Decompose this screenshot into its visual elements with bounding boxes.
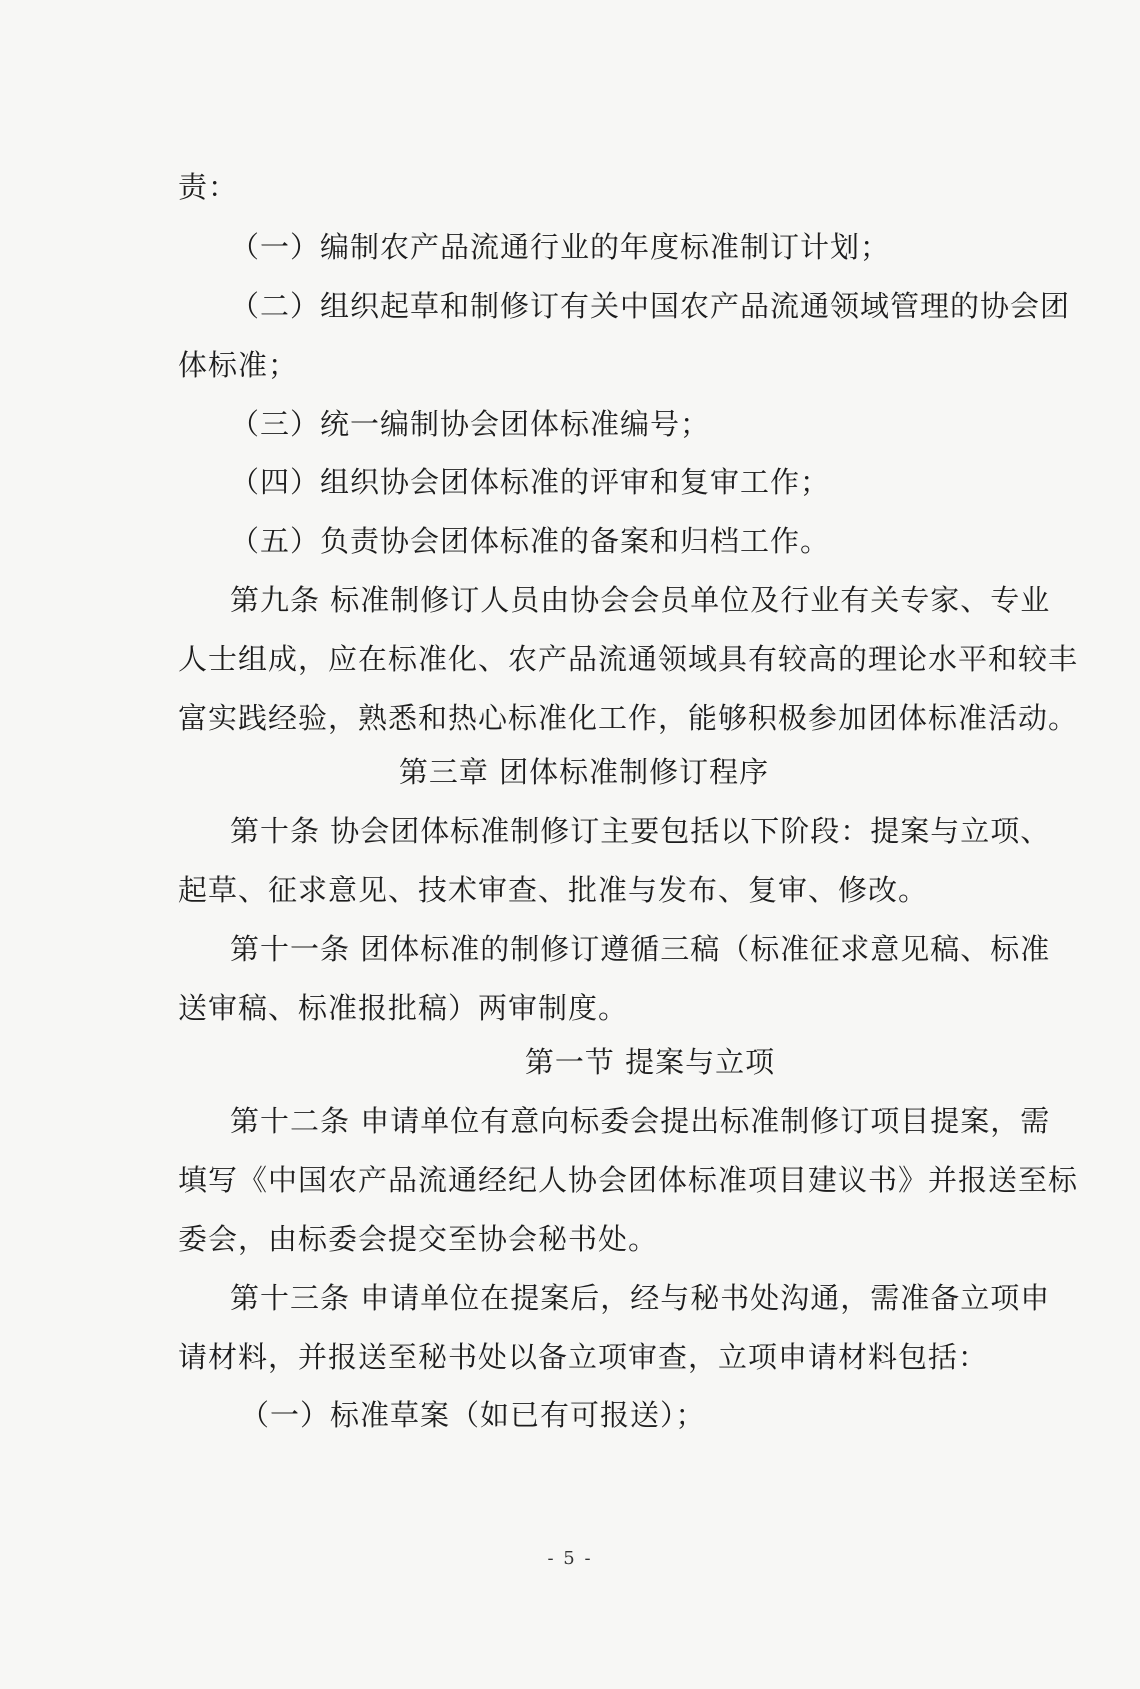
list-item-line: （五）负责协会团体标准的备案和归档工作。 — [230, 524, 831, 558]
list-item-line: （二）组织起草和制修订有关中国农产品流通领域管理的协会团 — [230, 289, 1071, 323]
article-line: 第十一条 团体标准的制修订遵循三稿（标准征求意见稿、标准 — [230, 932, 1051, 966]
list-item-line: （三）统一编制协会团体标准编号； — [230, 407, 711, 441]
article-line: 第十条 协会团体标准制修订主要包括以下阶段：提案与立项、 — [230, 814, 1051, 848]
list-item-line: （一）标准草案（如已有可报送）； — [240, 1398, 706, 1432]
paragraph-line: 填写《中国农产品流通经纪人协会团体标准项目建议书》并报送至标 — [178, 1163, 1079, 1197]
section-heading: 第一节 提案与立项 — [524, 1045, 776, 1079]
paragraph-line: 责： — [178, 170, 239, 204]
article-line: 第九条 标准制修订人员由协会会员单位及行业有关专家、专业 — [230, 583, 1051, 617]
list-item-line: （一）编制农产品流通行业的年度标准制订计划； — [230, 230, 891, 264]
article-line: 第十二条 申请单位有意向标委会提出标准制修订项目提案，需 — [230, 1104, 1051, 1138]
chapter-heading: 第三章 团体标准制修订程序 — [398, 755, 770, 789]
paragraph-line: 体标准； — [178, 348, 299, 382]
paragraph-line: 送审稿、标准报批稿）两审制度。 — [178, 991, 629, 1025]
paragraph-line: 请材料，并报送至秘书处以备立项审查，立项申请材料包括： — [178, 1340, 989, 1374]
list-item-line: （四）组织协会团体标准的评审和复审工作； — [230, 465, 831, 499]
paragraph-line: 富实践经验，熟悉和热心标准化工作，能够积极参加团体标准活动。 — [178, 701, 1079, 735]
paragraph-line: 人士组成，应在标准化、农产品流通领域具有较高的理论水平和较丰 — [178, 642, 1079, 676]
paragraph-line: 委会，由标委会提交至协会秘书处。 — [178, 1222, 659, 1256]
article-line: 第十三条 申请单位在提案后，经与秘书处沟通，需准备立项申 — [230, 1281, 1051, 1315]
page-number: - 5 - — [547, 1548, 593, 1569]
paragraph-line: 起草、征求意见、技术审查、批准与发布、复审、修改。 — [178, 873, 929, 907]
